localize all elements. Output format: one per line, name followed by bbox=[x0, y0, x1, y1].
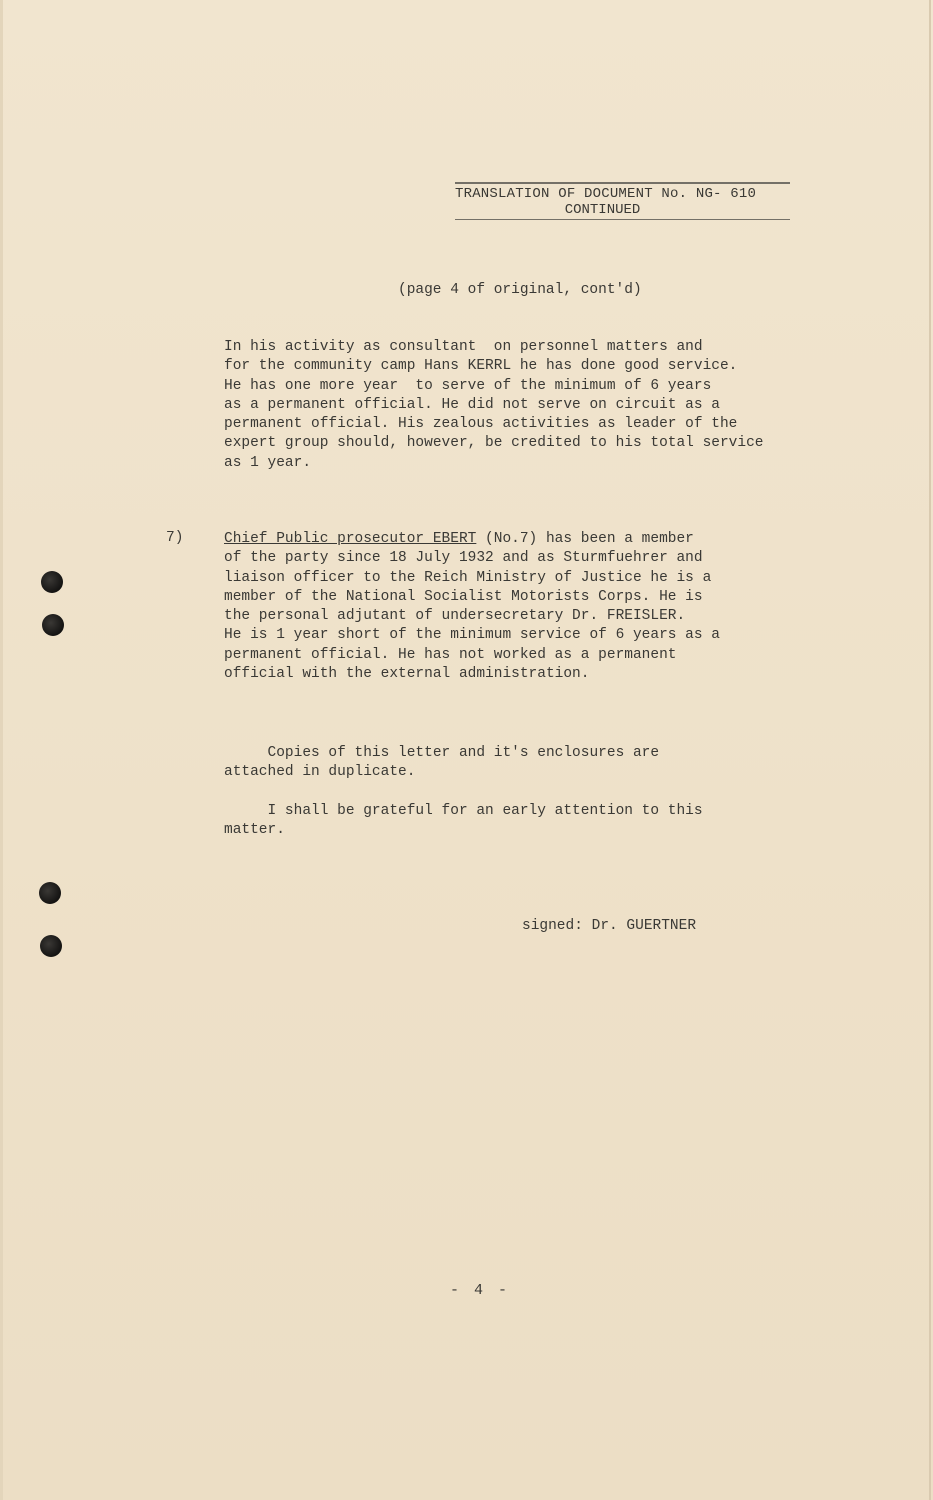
punch-hole-icon bbox=[40, 935, 62, 957]
paper-left-edge bbox=[0, 0, 3, 1500]
paragraph-ebert-body: of the party since 18 July 1932 and as Sturmfuehrer and liaison officer to the Reich Ministry of Justice he is a member of the National Socialist Motorists Corps. He is the personal adjutant of undersecretary Dr. FREISLER. He is 1 year short of the minimum service of 6 years as a permanent official. He has not worked as a permanent official with the external administration. bbox=[224, 550, 720, 683]
header-top-rule bbox=[455, 182, 790, 184]
paragraph-ebert bbox=[224, 530, 720, 684]
page-reference: (page 4 of original, cont'd) bbox=[398, 282, 642, 298]
header-continued: CONTINUED bbox=[564, 202, 641, 218]
paragraph-grateful: I shall be grateful for an early attention to this matter. bbox=[224, 803, 703, 839]
signature-line: signed: Dr. GUERTNER bbox=[522, 918, 697, 934]
paragraph-ebert-lead: Chief Public prosecutor EBERT bbox=[224, 531, 477, 547]
punch-hole-icon bbox=[41, 571, 63, 593]
punch-hole-icon bbox=[42, 614, 64, 636]
paragraph-ebert-first-line: (No.7) has been a member bbox=[476, 531, 694, 547]
paragraph-copies: Copies of this letter and it's enclosures are attached in duplicate. bbox=[224, 745, 660, 781]
item-number: 7) bbox=[166, 530, 184, 546]
punch-hole-icon bbox=[39, 882, 61, 904]
page-number: - 4 - bbox=[450, 1282, 511, 1299]
document-header bbox=[455, 182, 790, 220]
header-bottom-rule bbox=[455, 219, 790, 220]
header-title: TRANSLATION OF DOCUMENT No. NG- 610 bbox=[455, 186, 757, 202]
paper-right-edge bbox=[929, 0, 931, 1500]
paragraph-kerrl: In his activity as consultant on personnel matters and for the community camp Hans KERRL he has done good service. He has one more year to serve of the minimum of 6 years as a permanent official. He did not serve on circuit as a permanent official. His zealous activities as leader of the expert group should, however, be credited to his total service as 1 year. bbox=[224, 339, 764, 471]
